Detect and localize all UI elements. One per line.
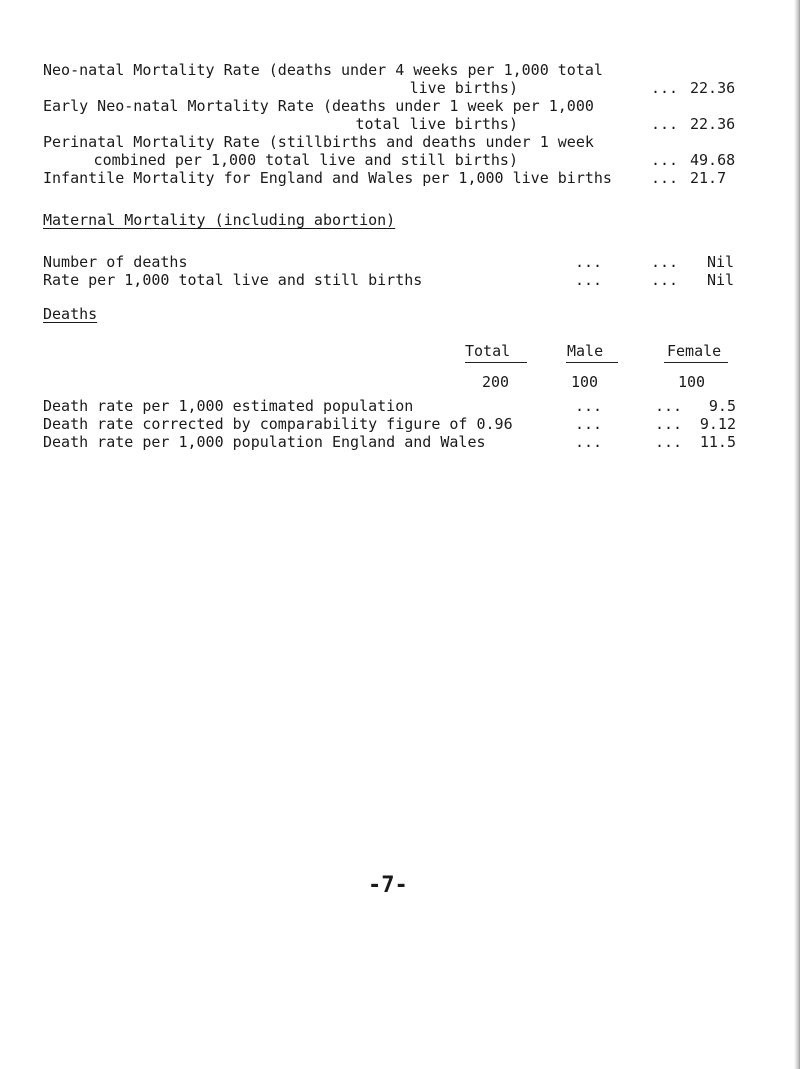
leader-dots: ... <box>651 151 679 169</box>
page-edge-shadow <box>794 0 800 1069</box>
leader-dots: ... <box>651 169 679 187</box>
row-value: 9.5 <box>708 397 736 415</box>
rate-value: 22.36 <box>690 115 736 133</box>
row-value: 11.5 <box>699 433 736 451</box>
column-rule <box>566 362 618 363</box>
row-value: Nil <box>707 253 735 271</box>
rate-label-line1: Infantile Mortality for England and Wales per 1,000 live births <box>43 169 612 187</box>
count-total: 200 <box>482 373 510 391</box>
column-header-female: Female <box>667 342 722 360</box>
count-male: 100 <box>571 373 599 391</box>
row-label: Rate per 1,000 total live and still births <box>43 271 423 289</box>
leader-dots: ... <box>575 433 603 451</box>
column-rule <box>465 362 527 363</box>
leader-dots: ... <box>651 115 679 133</box>
row-label: Death rate per 1,000 population England and Wales <box>43 433 486 451</box>
leader-dots: ... <box>651 271 679 289</box>
leader-dots: ... <box>655 415 683 433</box>
leader-dots: ... <box>655 397 683 415</box>
row-label: Death rate corrected by comparability figure of 0.96 <box>43 415 513 433</box>
leader-dots: ... <box>651 253 679 271</box>
rate-label-line1: Early Neo-natal Mortality Rate (deaths under 1 week per 1,000 <box>43 97 594 115</box>
count-female: 100 <box>678 373 706 391</box>
page-number: -7- <box>368 873 408 898</box>
section-heading: Deaths <box>43 305 98 323</box>
leader-dots: ... <box>575 415 603 433</box>
column-header-male: Male <box>567 342 604 360</box>
row-value: Nil <box>707 271 735 289</box>
leader-dots: ... <box>651 79 679 97</box>
rate-value: 22.36 <box>690 79 736 97</box>
leader-dots: ... <box>655 433 683 451</box>
column-header-total: Total <box>465 342 511 360</box>
rate-label-line2: total live births) <box>355 115 518 133</box>
rate-value: 21.7 <box>690 169 727 187</box>
rate-label-line1: Neo-natal Mortality Rate (deaths under 4 weeks per 1,000 total <box>43 61 603 79</box>
leader-dots: ... <box>575 397 603 415</box>
rate-label-line1: Perinatal Mortality Rate (stillbirths and deaths under 1 week <box>43 133 594 151</box>
rate-label-line2: live births) <box>409 79 518 97</box>
leader-dots: ... <box>575 271 603 289</box>
column-rule <box>664 362 728 363</box>
row-value: 9.12 <box>699 415 736 433</box>
row-label: Number of deaths <box>43 253 188 271</box>
leader-dots: ... <box>575 253 603 271</box>
row-label: Death rate per 1,000 estimated population <box>43 397 414 415</box>
section-heading: Maternal Mortality (including abortion) <box>43 211 396 229</box>
rate-label-line2: combined per 1,000 total live and still births) <box>93 151 518 169</box>
rate-value: 49.68 <box>690 151 736 169</box>
